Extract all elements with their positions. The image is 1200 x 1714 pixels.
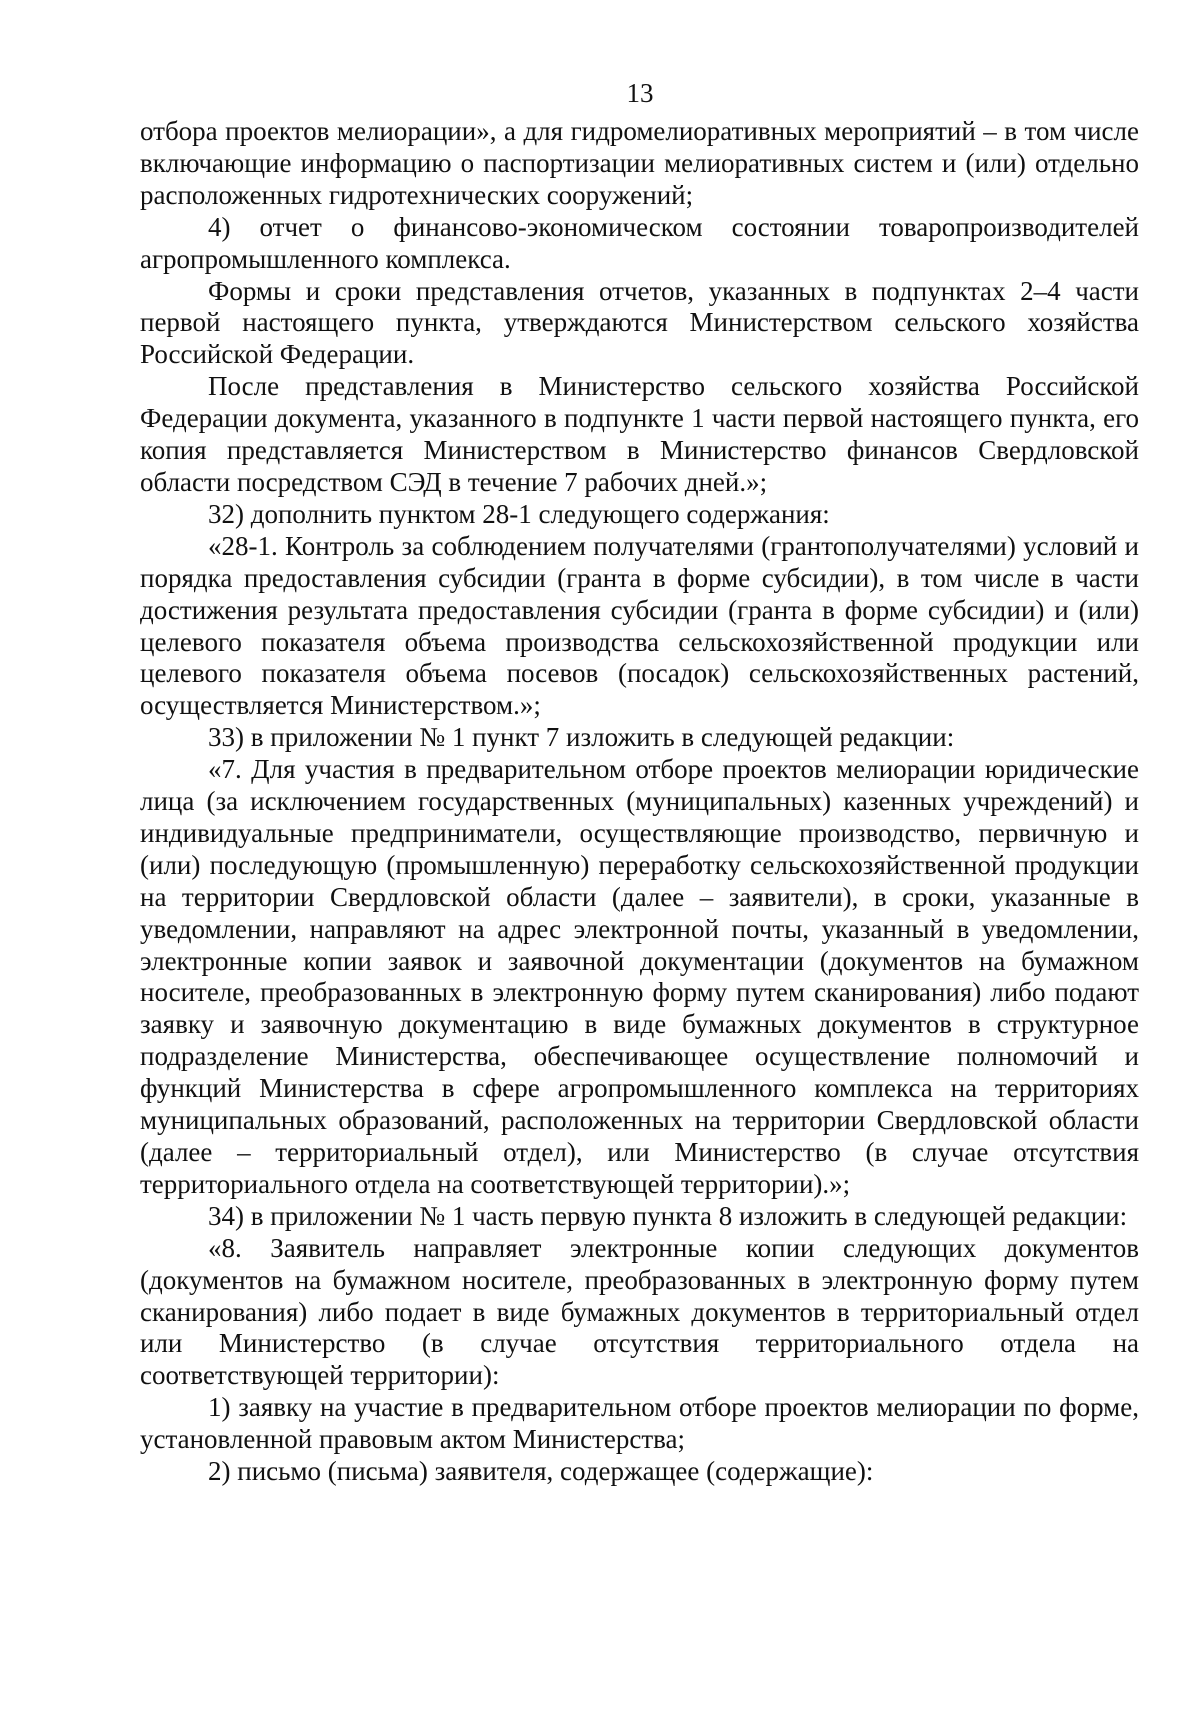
- paragraph: 33) в приложении № 1 пункт 7 изложить в следующей редакции:: [208, 722, 955, 753]
- paragraph: Формы и сроки представления отчетов, указанных в подпунктах 2–4 части первой настоящего пункта, утверждаются Министерством сельского хозяйства Российской Федерации.: [140, 275, 1139, 370]
- paragraph: После представления в Министерство сельского хозяйства Российской Федерации документа, указанного в подпункте 1 части первой настоящего пункта, его копия представляется Министерством в Министерство финансов Свердловской области посредством СЭД в течение 7 рабочих дней.»;: [140, 371, 1139, 497]
- paragraph: «8. Заявитель направляет электронные копии следующих документов (документов на бумажном носителе, преобразованных в электронную форму путем сканирования) либо подает в виде бумажных документов в территориальный отдел или Министерство (в случае отсутствия территориального отдела на соответствующей территории):: [140, 1232, 1139, 1391]
- page-number: 13: [626, 78, 654, 108]
- paragraph: «28-1. Контроль за соблюдением получателями (грантополучателями) условий и порядка предоставления субсидии (гранта в форме субсидии), в том числе в части достижения результата предоставления субсидии (гранта в форме субсидии) и (или) целевого показателя объема производства сельскохозяйственной продукции или целевого показателя объема посевов (посадок) сельскохозяйственных растений, осуществляется Министерством.»;: [140, 530, 1139, 721]
- paragraph: 34) в приложении № 1 часть первую пункта 8 изложить в следующей редакции:: [208, 1200, 1128, 1231]
- paragraph: 2) письмо (письма) заявителя, содержащее (содержащие):: [208, 1456, 874, 1487]
- document-body: [140, 116, 1139, 1488]
- paragraph: 32) дополнить пунктом 28-1 следующего содержания:: [208, 498, 830, 529]
- paragraph: «7. Для участия в предварительном отборе проектов мелиорации юридические лица (за исключением государственных (муниципальных) казенных учреждений) и индивидуальные предприниматели, осуществляющие производство, первичную и (или) последующую (промышленную) переработку сельскохозяйственной продукции на территории Свердловской области (далее – заявители), в сроки, указанные в уведомлении, направляют на адрес электронной почты, указанный в уведомлении, электронные копии заявок и заявочной документации (документов на бумажном носителе, преобразованных в электронную форму путем сканирования) либо подают заявку и заявочную документацию в виде бумажных документов в структурное подразделение Министерства, обеспечивающее осуществление полномочий и функций Министерства в сфере агропромышленного комплекса на территориях муниципальных образований, расположенных на территории Свердловской области (далее – территориальный отдел), или Министерство (в случае отсутствия территориального отдела на соответствующей территории).»;: [140, 754, 1139, 1199]
- paragraph: 4) отчет о финансово-экономическом состоянии товаропроизводителей агропромышленного комплекса.: [140, 211, 1139, 274]
- paragraph: 1) заявку на участие в предварительном отборе проектов мелиорации по форме, установленной правовым актом Министерства;: [140, 1392, 1139, 1455]
- paragraph-continuation: отбора проектов мелиорации», а для гидромелиоративных мероприятий – в том числе включающие информацию о паспортизации мелиоративных систем и (или) отдельно расположенных гидротехнических сооружений;: [140, 116, 1139, 210]
